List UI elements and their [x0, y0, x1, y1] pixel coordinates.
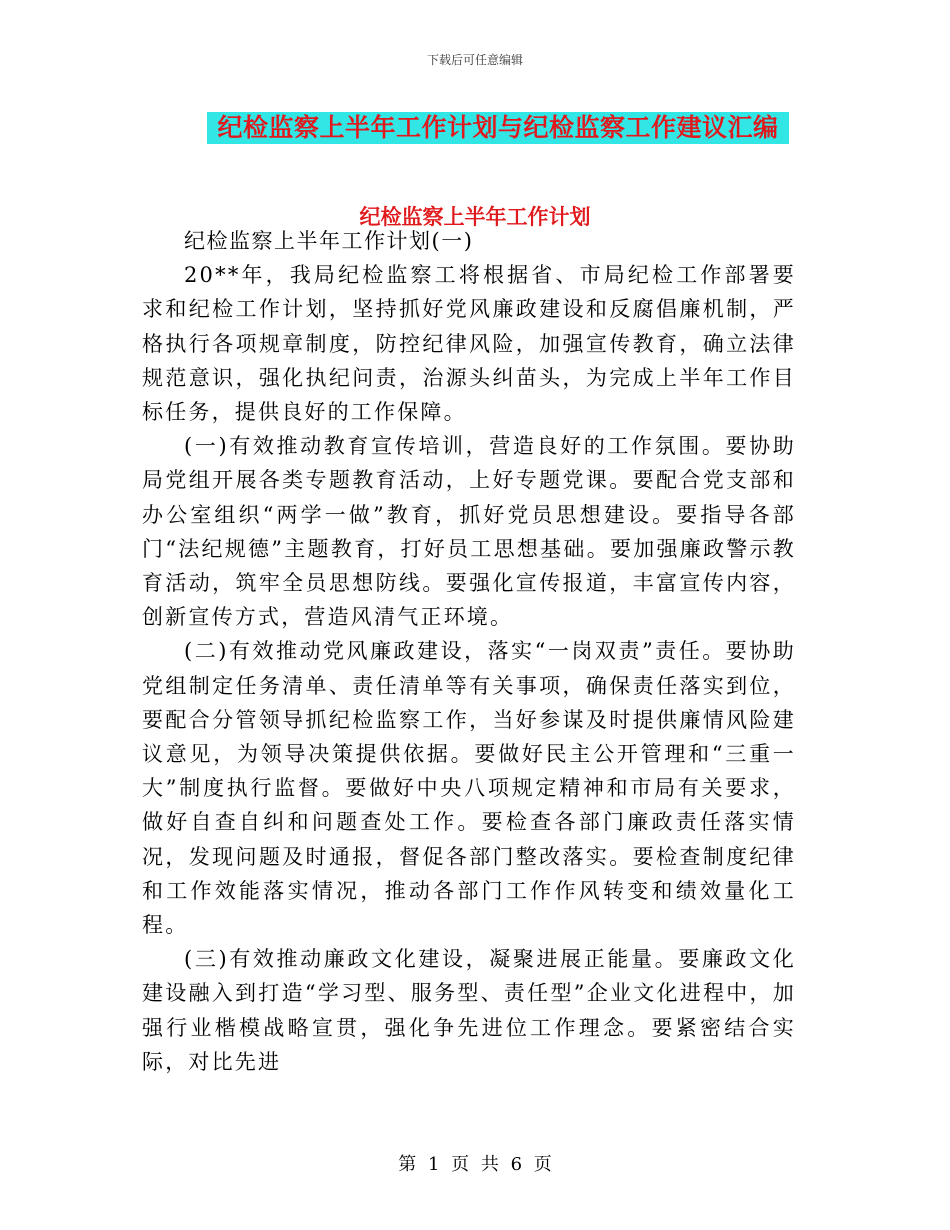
document-title-highlight: [207, 112, 789, 144]
section-title: 纪检监察上半年工作计划: [359, 204, 591, 229]
document-title: 纪检监察上半年工作计划与纪检监察工作建议汇编: [217, 113, 779, 142]
body-paragraph: 20**年，我局纪检监察工将根据省、市局纪检工作部署要求和纪检工作计划，坚持抓好党风廉政建设和反腐倡廉机制，严格执行各项规章制度，防控纪律风险，加强宣传教育，确立法律规范意识，强化执纪问责，治源头纠苗头，为完成上半年工作目标任务，提供良好的工作保障。: [142, 263, 796, 425]
page-number: 第 1 页 共 6 页: [398, 1154, 552, 1175]
body-paragraph: 纪检监察上半年工作计划(一): [184, 229, 474, 253]
body-paragraph: (三)有效推动廉政文化建设，凝聚进展正能量。要廉政文化建设融入到打造“学习型、服务型、责任型”企业文化进程中，加强行业楷模战略宣贯，强化争先进位工作理念。要紧密结合实际，对比先进: [142, 947, 796, 1074]
page-header-note: 下载后可任意编辑: [426, 53, 523, 67]
body-paragraph: (二)有效推动党风廉政建设，落实“一岗双责”责任。要协助党组制定任务清单、责任清单等有关事项，确保责任落实到位，要配合分管领导抓纪检监察工作，当好参谋及时提供廉情风险建议意见，为领导决策提供依据。要做好民主公开管理和“三重一大”制度执行监督。要做好中央八项规定精神和市局有关要求，做好自查自纠和问题查处工作。要检查各部门廉政责任落实情况，发现问题及时通报，督促各部门整改落实。要检查制度纪律和工作效能落实情况，推动各部门工作作风转变和绩效量化工程。: [142, 639, 796, 938]
document-body: [142, 224, 796, 1079]
body-paragraph: (一)有效推动教育宣传培训，营造良好的工作氛围。要协助局党组开展各类专题教育活动，上好专题党课。要配合党支部和办公室组织“两学一做”教育，抓好党员思想建设。要指导各部门“法纪规德”主题教育，打好员工思想基础。要加强廉政警示教育活动，筑牢全员思想防线。要强化宣传报道，丰富宣传内容，创新宣传方式，营造风清气正环境。: [142, 434, 796, 630]
